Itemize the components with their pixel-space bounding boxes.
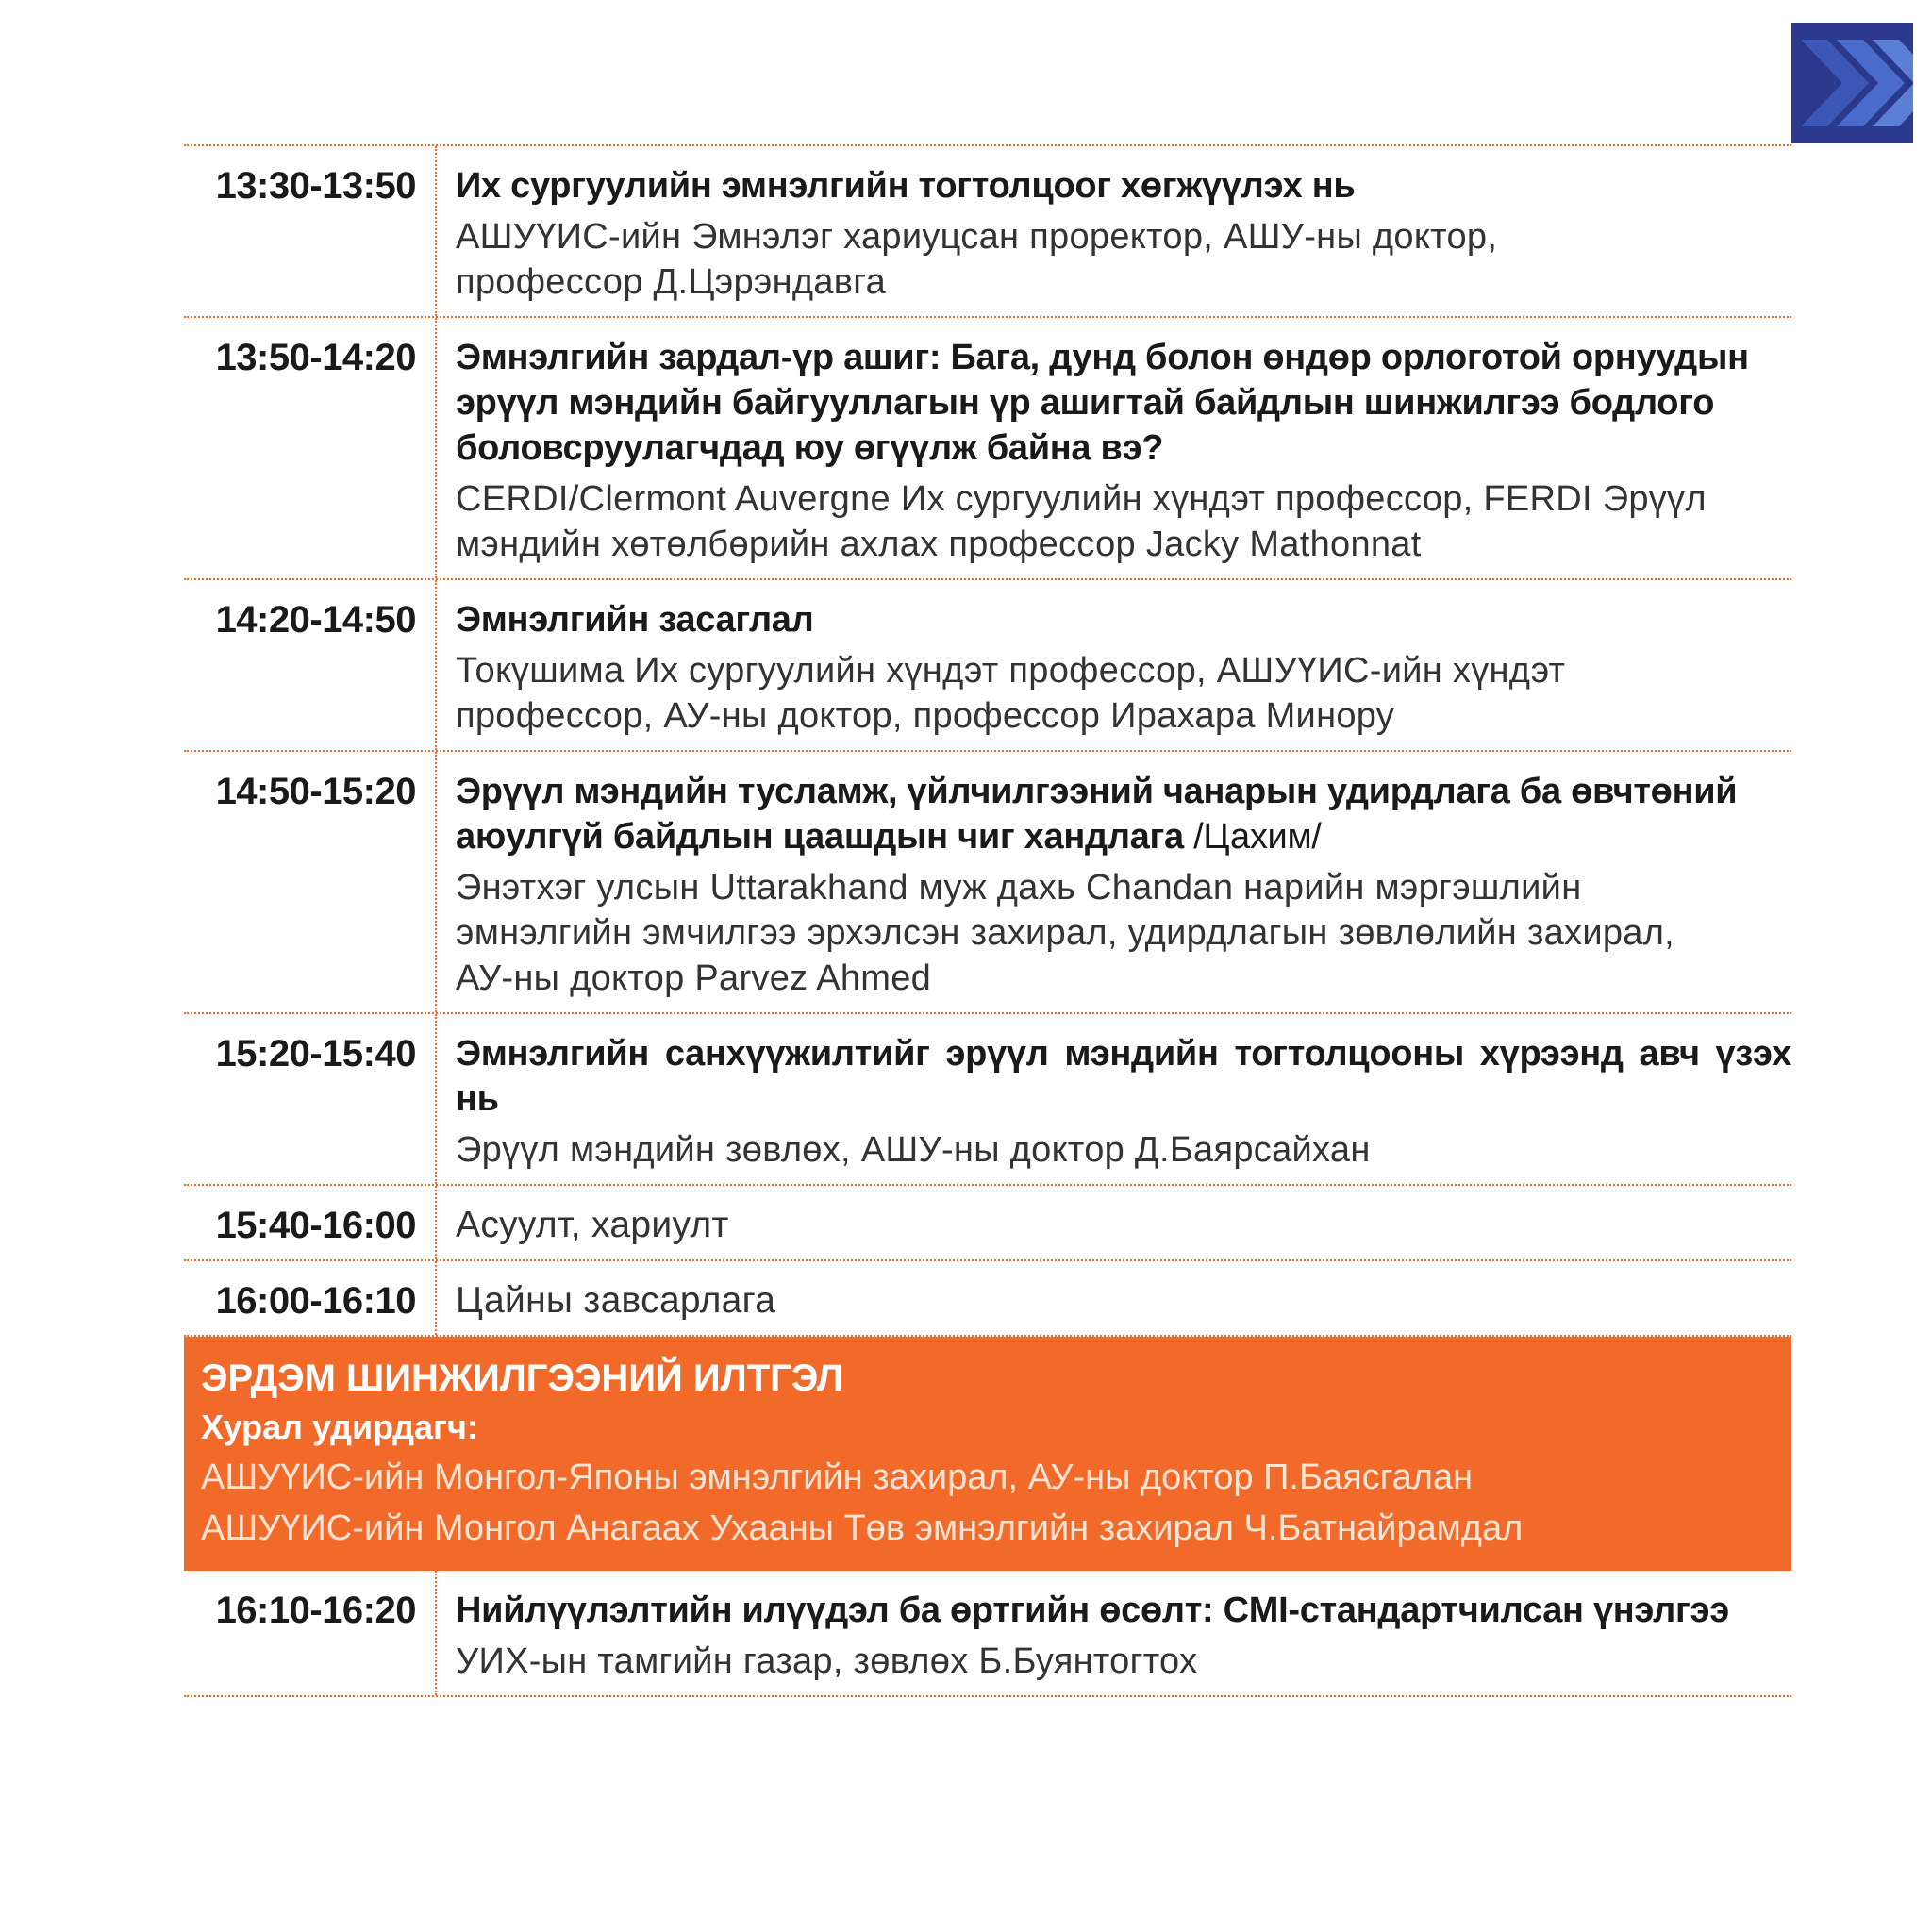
talk-title: Эмнэлгийн засаглал (456, 600, 814, 640)
time-slot: 13:30-13:50 (184, 146, 437, 316)
talk-title: Эмнэлгийн санхүүжилтийг эрүүл мэндийн тогтолцооны хүрээнд авч үзэх нь (456, 1034, 1791, 1119)
agenda-row (184, 1186, 1791, 1261)
speaker-info: УИХ-ын тамгийн газар, зөвлөх Б.Буянтогтох (456, 1641, 1198, 1681)
agenda-row (184, 580, 1791, 752)
speaker-line: АУ-ны доктор Parvez Ahmed (456, 958, 932, 998)
section-title: ЭРДЭМ ШИНЖИЛГЭЭНИЙ ИЛТГЭЛ (201, 1357, 843, 1399)
speaker-line: мэндийн хөтөлбөрийн ахлах профессор Jacky Mathonnat (456, 525, 1422, 564)
speaker-info (456, 648, 1791, 739)
agenda-item (437, 752, 1791, 1012)
speaker-info (456, 214, 1791, 305)
time-slot: 16:10-16:20 (184, 1571, 437, 1695)
double-chevron-icon (1791, 23, 1913, 143)
talk-title-line: боловсруулагчдад юу өгүүлж байна вэ? (456, 428, 1164, 468)
agenda-row (184, 1261, 1791, 1337)
speaker-line: профессор Д.Цэрэндавга (456, 262, 887, 302)
moderator-line: АШУҮИС-ийн Монгол Анагаах Ухааны Төв эмнэлгийн захирал Ч.Батнайрамдал (201, 1508, 1524, 1548)
agenda-item (437, 1261, 1791, 1335)
speaker-info (456, 476, 1791, 567)
time-slot: 16:00-16:10 (184, 1261, 437, 1335)
break-label: Асуулт, хариулт (456, 1205, 729, 1245)
talk-title: Нийлүүлэлтийн илүүдэл ба өртгийн өсөлт: CMI-стандартчилсан үнэлгээ (456, 1591, 1729, 1630)
moderator-line: АШУҮИС-ийн Монгол-Японы эмнэлгийн захирал, АУ-ны доктор П.Баясгалан (201, 1457, 1474, 1497)
agenda-row (184, 146, 1791, 318)
agenda-item (437, 580, 1791, 750)
agenda-item (437, 318, 1791, 578)
agenda-row (184, 1014, 1791, 1186)
talk-title (456, 769, 1791, 859)
speaker-info (456, 865, 1791, 1001)
agenda-item (437, 1571, 1791, 1695)
section-header (184, 1337, 1791, 1571)
time-slot: 15:40-16:00 (184, 1186, 437, 1259)
speaker-line: АШУҮИС-ийн Эмнэлэг хариуцсан проректор, АШУ-ны доктор, (456, 217, 1498, 257)
online-note: /Цахим/ (1183, 817, 1322, 857)
speaker-line: CERDI/Clermont Auvergne Их сургуулийн хүндэт профессор, FERDI Эрүүл (456, 479, 1707, 519)
break-label: Цайны завсарлага (456, 1280, 776, 1321)
agenda-item (437, 1014, 1791, 1184)
speaker-line: Токүшима Их сургуулийн хүндэт профессор, АШУҮИС-ийн хүндэт (456, 651, 1566, 691)
talk-title-text: аюулгүй байдлын цаашдын чиг хандлага (456, 817, 1184, 857)
talk-title: Их сургуулийн эмнэлгийн тогтолцоог хөгжүүлэх нь (456, 166, 1356, 206)
agenda-row (184, 1571, 1791, 1697)
time-slot: 14:20-14:50 (184, 580, 437, 750)
speaker-line: профессор, АУ-ны доктор, профессор Ирахара Минору (456, 696, 1395, 736)
speaker-line: эмнэлгийн эмчилгээ эрхэлсэн захирал, удирдлагын зөвлөлийн захирал, (456, 913, 1675, 953)
agenda-table (184, 144, 1791, 1697)
agenda-row (184, 752, 1791, 1014)
section-moderator-label: Хурал удирдагч: (201, 1407, 478, 1446)
time-slot: 15:20-15:40 (184, 1014, 437, 1184)
corner-logo (1791, 23, 1913, 143)
time-slot: 13:50-14:20 (184, 318, 437, 578)
speaker-line: Энэтхэг улсын Uttarakhand муж дахь Chandan нарийн мэргэшлийн (456, 868, 1582, 908)
talk-title-line: Эрүүл мэндийн тусламж, үйлчилгээний чанарын удирдлага ба өвчтөний (456, 772, 1738, 811)
talk-title (456, 335, 1791, 471)
agenda-item (437, 1186, 1791, 1259)
time-slot: 14:50-15:20 (184, 752, 437, 1012)
talk-title-line: Эмнэлгийн зардал-үр ашиг: Бага, дунд болон өндөр орлоготой орнуудын (456, 338, 1749, 377)
agenda-item (437, 146, 1791, 316)
speaker-info: Эрүүл мэндийн зөвлөх, АШУ-ны доктор Д.Баярсайхан (456, 1130, 1371, 1170)
talk-title-line (456, 814, 1791, 859)
agenda-row (184, 318, 1791, 580)
talk-title-line: эрүүл мэндийн байгууллагын үр ашигтай байдлын шинжилгээ бодлого (456, 383, 1715, 423)
